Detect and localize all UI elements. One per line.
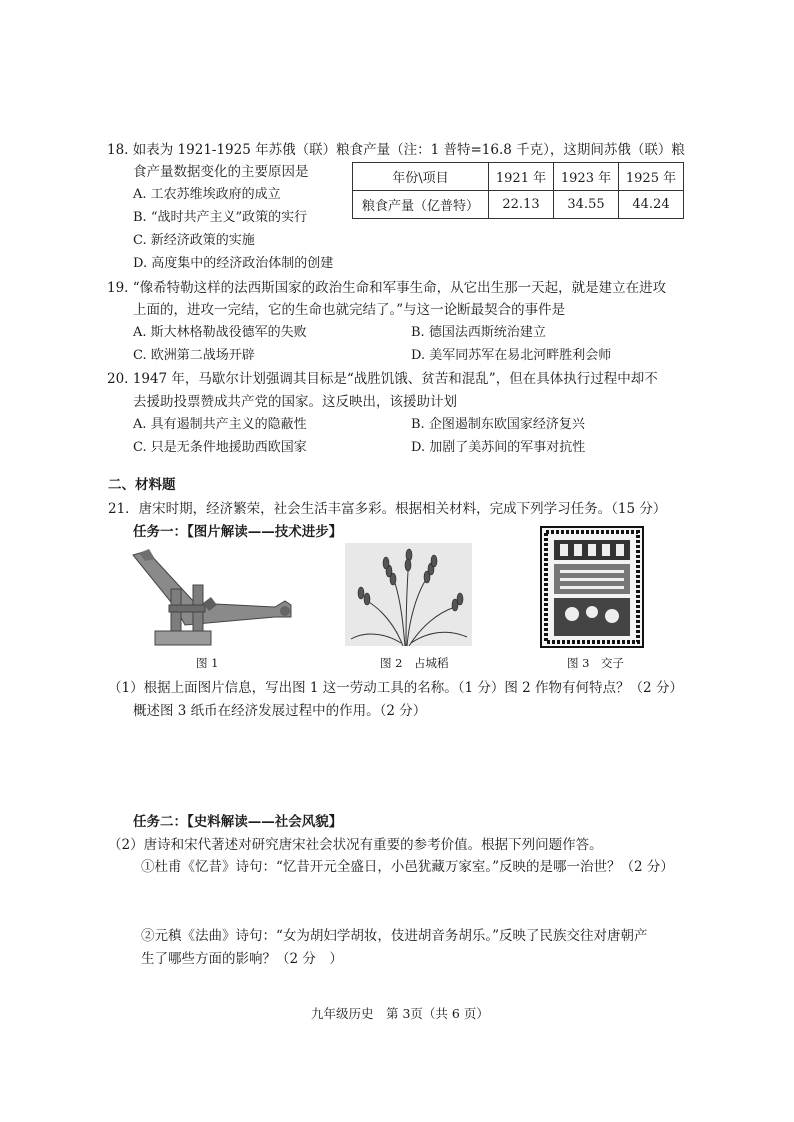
table-header-cell: 年份\项目 bbox=[353, 163, 489, 191]
table-header-cell: 1923 年 bbox=[554, 163, 619, 191]
figure1-caption: 图 1 bbox=[196, 656, 219, 670]
champa-rice-image bbox=[345, 543, 472, 646]
q21-sub2-a: ①杜甫《忆昔》诗句：“忆昔开元全盛日，小邑犹藏万家室。”反映的是哪一治世？（2 分） bbox=[141, 859, 674, 875]
figure3-caption: 图 3 交子 bbox=[567, 656, 624, 670]
q19-option-d: D. 美军同苏军在易北河畔胜利会师 bbox=[411, 348, 612, 363]
q18-option-c: C. 新经济政策的实施 bbox=[133, 233, 255, 248]
q20-option-a: A. 具有遏制共产主义的隐蔽性 bbox=[133, 417, 307, 432]
task2-heading: 任务二：【史料解读——社会风貌】 bbox=[133, 814, 343, 830]
table-header-cell: 1921 年 bbox=[489, 163, 554, 191]
q19-line2: 上面的，进攻一完结，它的生命也就完结了。”与这一论断最契合的事件是 bbox=[133, 302, 566, 318]
figure2-caption: 图 2 占城稻 bbox=[380, 656, 449, 670]
q21-sub2-b-line2: 生了哪些方面的影响？（2 分 ） bbox=[141, 951, 343, 967]
q19-line1: 19. “像希特勒这样的法西斯国家的政治生命和军事生命，从它出生那一天起，就是建立在进攻 bbox=[107, 280, 667, 296]
q19-option-b: B. 德国法西斯统治建立 bbox=[411, 325, 546, 340]
curved-plow-image bbox=[125, 545, 295, 655]
q20-line2: 去援助投票赞成共产党的国家。这反映出，该援助计划 bbox=[133, 394, 457, 410]
q21-sub2-line1: （2）唐诗和宋代著述对研究唐宋社会状况有重要的参考价值。根据下列问题作答。 bbox=[108, 837, 603, 853]
q18-line1: 18. 如表为 1921-1925 年苏俄（联）粮食产量（注：1 普特=16.8 千克），这期间苏俄（联）粮 bbox=[107, 142, 685, 158]
q18-option-a: A. 工农苏维埃政府的成立 bbox=[133, 187, 281, 202]
table-row bbox=[353, 191, 684, 219]
table-cell: 34.55 bbox=[554, 191, 619, 219]
page-footer: 九年级历史 第 3页（共 6 页） bbox=[311, 1006, 489, 1021]
q20-option-d: D. 加剧了美苏间的军事对抗性 bbox=[411, 440, 586, 455]
q20-line1: 20. 1947 年，马歇尔计划强调其目标是“战胜饥饿、贫苦和混乱”，但在具体执行过程中却不 bbox=[107, 371, 658, 387]
grain-output-table bbox=[352, 162, 684, 219]
q21-line1: 21．唐宋时期，经济繁荣，社会生活丰富多彩。根据相关材料，完成下列学习任务。（15 分） bbox=[108, 501, 667, 517]
q20-option-b: B. 企图遏制东欧国家经济复兴 bbox=[411, 417, 585, 432]
table-cell: 44.24 bbox=[619, 191, 684, 219]
q21-sub1-line1: （1）根据上面图片信息，写出图 1 这一劳动工具的名称。（1 分）图 2 作物有何特点？（2 分） bbox=[108, 680, 683, 696]
q21-sub1-line2: 概述图 3 纸币在经济发展过程中的作用。（2 分） bbox=[133, 703, 427, 719]
q18-line2: 食产量数据变化的主要原因是 bbox=[133, 164, 309, 180]
task1-heading: 任务一：【图片解读——技术进步】 bbox=[133, 524, 343, 540]
q18-option-d: D. 高度集中的经济政治体制的创建 bbox=[133, 256, 334, 271]
section-heading: 二、材料题 bbox=[108, 477, 176, 493]
q18-option-b: B. “战时共产主义”政策的实行 bbox=[133, 210, 308, 225]
table-header-cell: 1925 年 bbox=[619, 163, 684, 191]
q21-sub2-b-line1: ②元稹《法曲》诗句：“女为胡妇学胡妆，伎进胡音务胡乐。”反映了民族交往对唐朝产 bbox=[141, 928, 648, 944]
q19-option-c: C. 欧洲第二战场开辟 bbox=[133, 348, 255, 363]
table-row bbox=[353, 163, 684, 191]
q20-option-c: C. 只是无条件地援助西欧国家 bbox=[133, 440, 307, 455]
q19-option-a: A. 斯大林格勒战役德军的失败 bbox=[133, 325, 307, 340]
jiaozi-banknote-image bbox=[540, 526, 644, 648]
table-cell: 22.13 bbox=[489, 191, 554, 219]
table-cell: 粮食产量（亿普特） bbox=[353, 191, 489, 219]
